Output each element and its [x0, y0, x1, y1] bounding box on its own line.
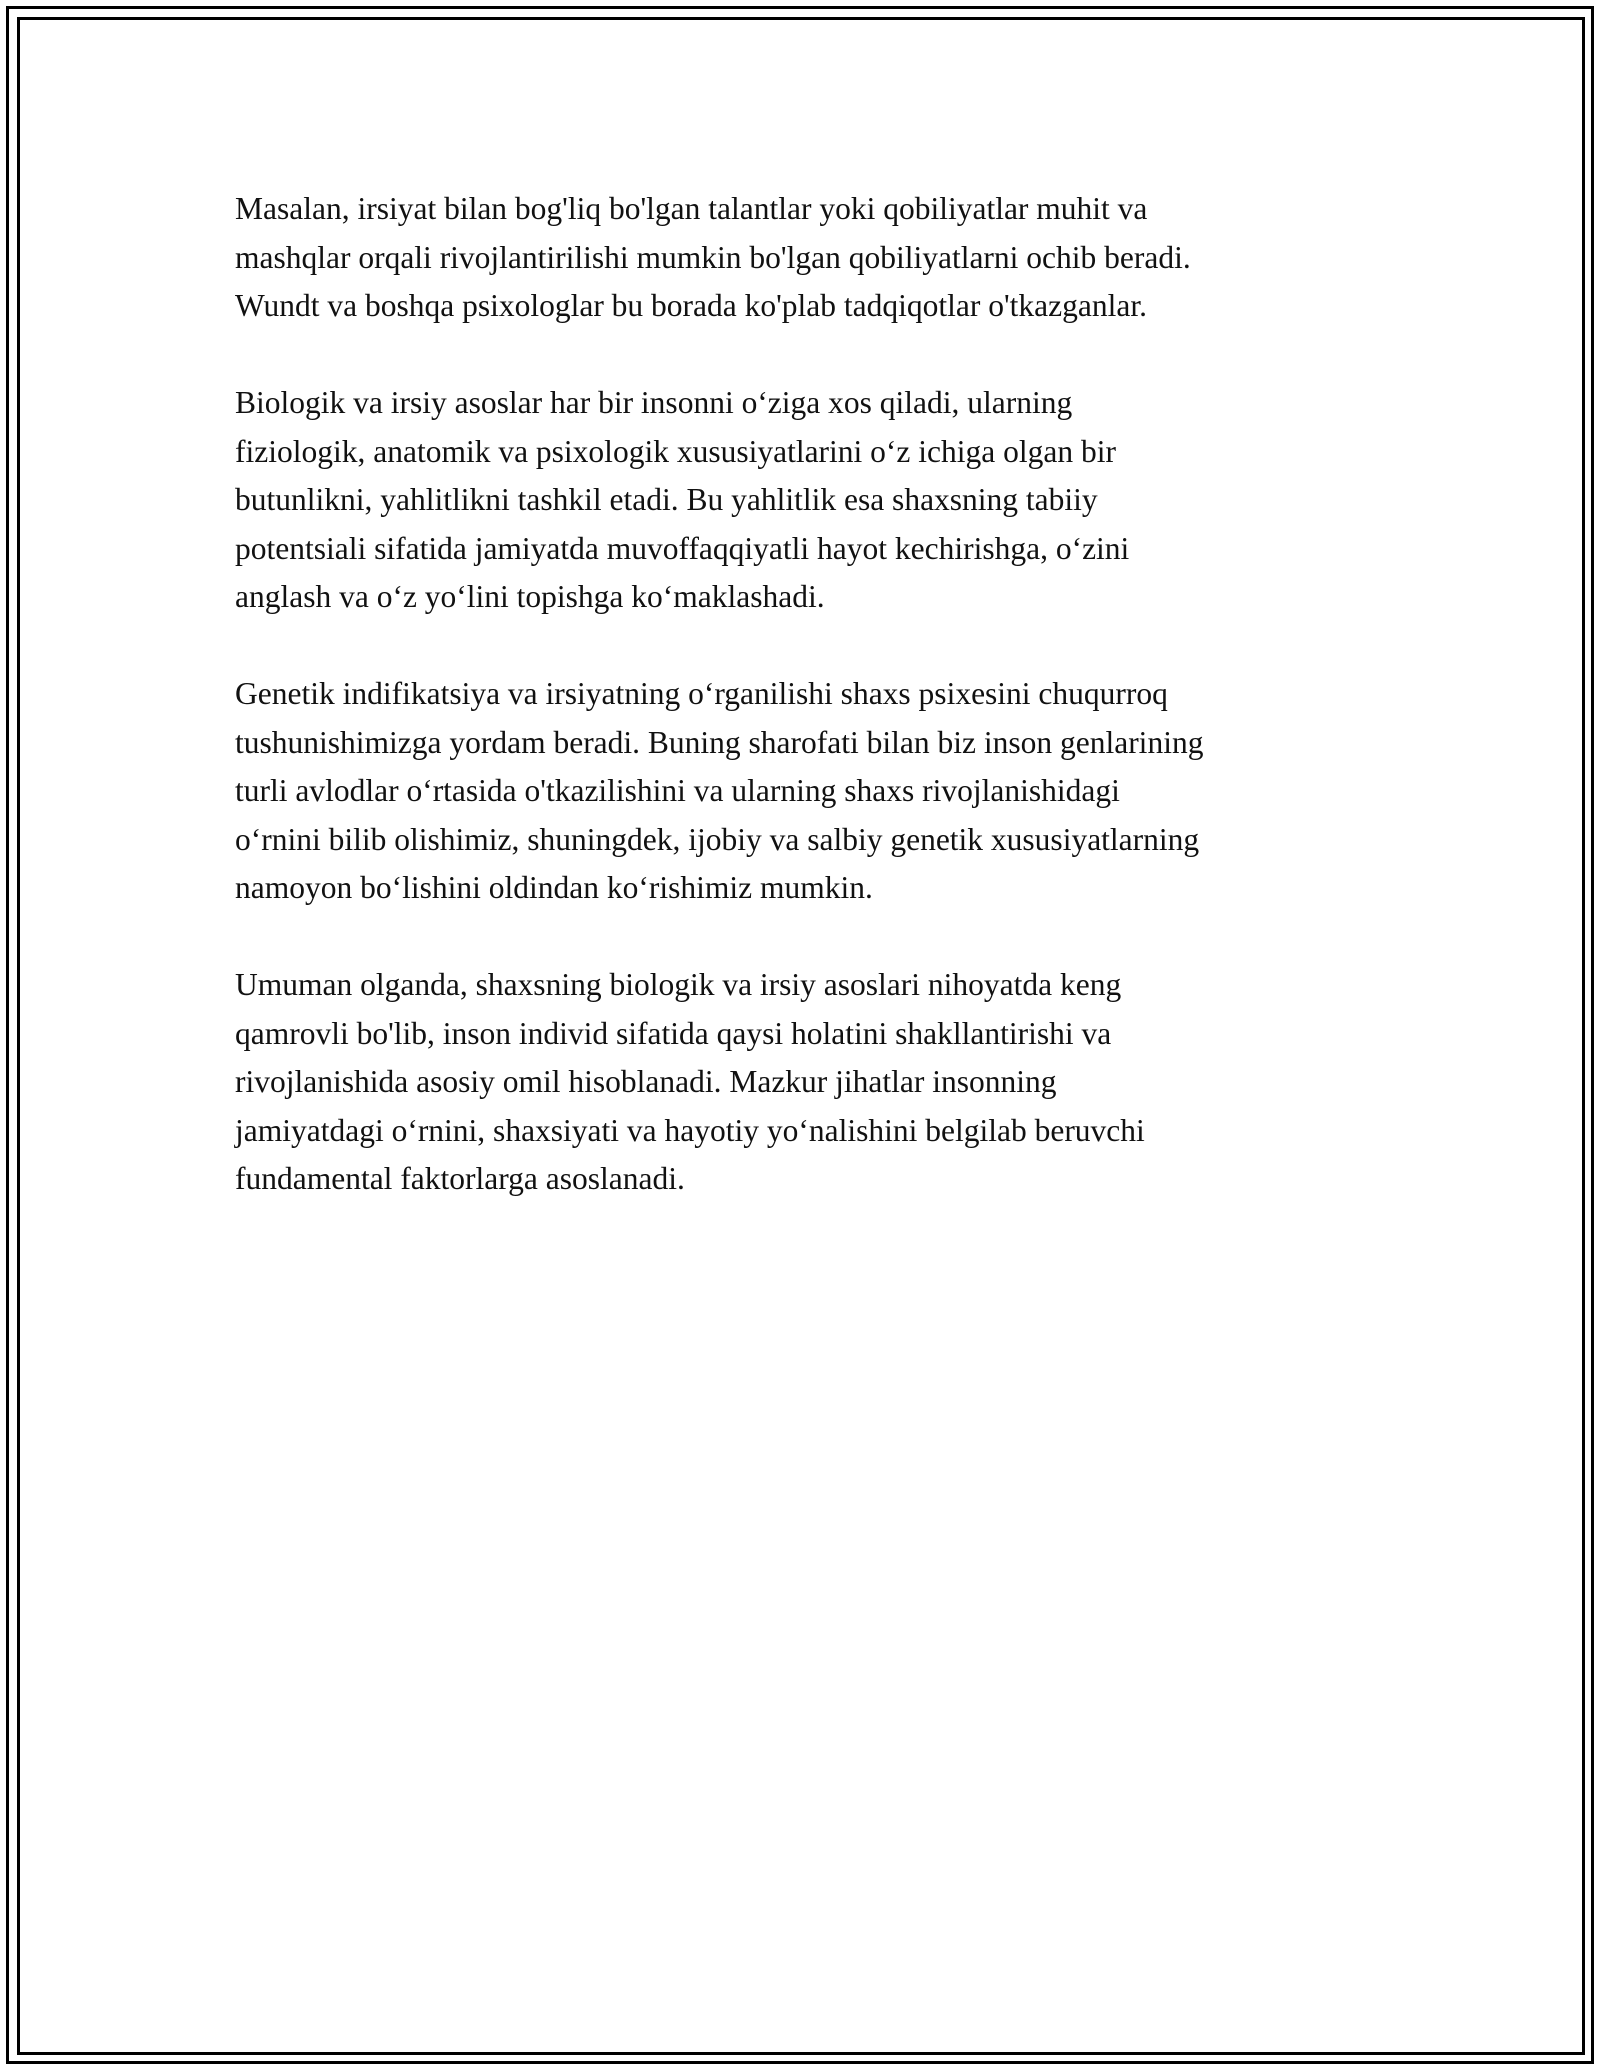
text-line: Genetik indifikatsiya va irsiyatning o‘rganilishi shaxs psixesini chuqurroq	[235, 676, 1168, 711]
paragraph-3	[235, 670, 1385, 913]
text-line: Umuman olganda, shaxsning biologik va irsiy asoslari nihoyatda keng	[235, 967, 1122, 1002]
text-line: butunlikni, yahlitlikni tashkil etadi. Bu yahlitlik esa shaxsning tabiiy	[235, 482, 1098, 517]
text-line: tushunishimizga yordam beradi. Buning sharofati bilan biz inson genlarining	[235, 724, 1204, 760]
text-line: turli avlodlar o‘rtasida o'tkazilishini va ularning shaxs rivojlanishidagi	[235, 773, 1120, 808]
text-line: rivojlanishida asosiy omil hisoblanadi. Mazkur jihatlar insonning	[235, 1064, 1057, 1099]
text-line: o‘rnini bilib olishimiz, shuningdek, ijobiy va salbiy genetik xususiyatlarning	[235, 821, 1200, 857]
document-body	[235, 185, 1385, 1252]
text-line: jamiyatdagi o‘rnini, shaxsiyati va hayotiy yo‘nalishini belgilab beruvchi	[235, 1112, 1145, 1148]
text-line: anglash va o‘z yo‘lini topishga ko‘maklashadi.	[235, 579, 825, 614]
text-line: mashqlar orqali rivojlantirilishi mumkin bo'lgan qobiliyatlarni ochib beradi.	[235, 239, 1191, 275]
text-line: Biologik va irsiy asoslar har bir insonni o‘ziga xos qiladi, ularning	[235, 385, 1073, 420]
paragraph-1	[235, 185, 1385, 331]
text-line: qamrovli bo'lib, inson individ sifatida qaysi holatini shakllantirishi va	[235, 1015, 1112, 1051]
text-line: Masalan, irsiyat bilan bog'liq bo'lgan talantlar yoki qobiliyatlar muhit va	[235, 191, 1148, 226]
text-line: namoyon bo‘lishini oldindan ko‘rishimiz mumkin.	[235, 870, 873, 905]
paragraph-2	[235, 379, 1385, 622]
text-line: fiziologik, anatomik va psixologik xususiyatlarini o‘z ichiga olgan bir	[235, 433, 1116, 469]
text-line: fundamental faktorlarga asoslanadi.	[235, 1161, 685, 1196]
text-line: potentsiali sifatida jamiyatda muvoffaqqiyatli hayot kechirishga, o‘zini	[235, 530, 1130, 566]
paragraph-4	[235, 961, 1385, 1204]
text-line: Wundt va boshqa psixologlar bu borada ko'plab tadqiqotlar o'tkazganlar.	[235, 288, 1147, 323]
